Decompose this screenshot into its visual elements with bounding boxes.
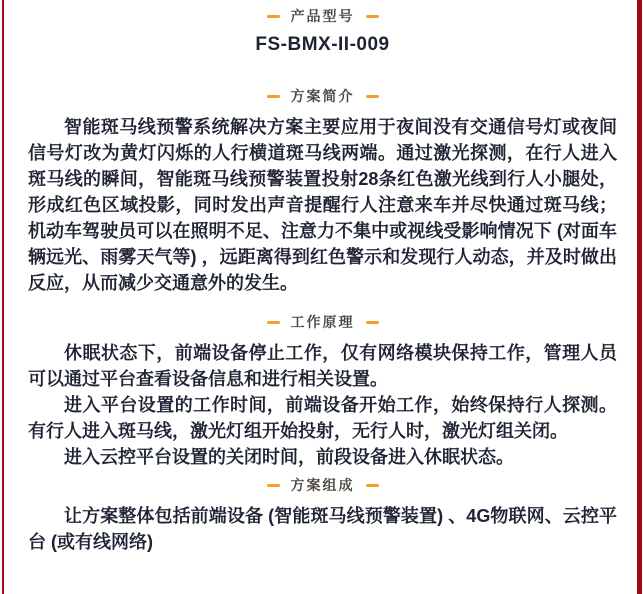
- dash-icon: [267, 95, 280, 98]
- paragraph: 进入平台设置的工作时间，前端设备开始工作，始终保持行人探测。有行人进入斑马线，激光灯组开始投射，无行人时，激光灯组关闭。: [28, 395, 617, 441]
- dash-icon: [366, 484, 379, 487]
- section-intro-body: [28, 114, 617, 296]
- section-principle-body: [28, 340, 617, 470]
- section-heading-product-model: [28, 6, 617, 26]
- section-heading-label: 方案简介: [290, 88, 355, 104]
- product-model-number: FS-BMX-II-009: [255, 34, 390, 55]
- section-heading-composition: [28, 475, 617, 495]
- dash-icon: [366, 95, 379, 98]
- section-heading-label: 工作原理: [290, 314, 355, 330]
- paragraph: 进入云控平台设置的关闭时间，前段设备进入休眠状态。: [64, 447, 514, 467]
- dash-icon: [366, 321, 379, 324]
- section-heading-intro: [28, 86, 617, 106]
- paragraph: 让方案整体包括前端设备 (智能斑马线预警装置) 、4G物联网、云控平台 (或有线网络): [28, 506, 617, 552]
- paragraph: 休眠状态下，前端设备停止工作，仅有网络模块保持工作，管理人员可以通过平台查看设备信息和进行相关设置。: [28, 343, 617, 389]
- section-heading-label: 产品型号: [290, 8, 355, 24]
- section-heading-label: 方案组成: [290, 477, 355, 493]
- dash-icon: [366, 15, 379, 18]
- dash-icon: [267, 484, 280, 487]
- section-heading-principle: [28, 312, 617, 332]
- dash-icon: [267, 15, 280, 18]
- paragraph: 智能斑马线预警系统解决方案主要应用于夜间没有交通信号灯或夜间信号灯改为黄灯闪烁的人行横道斑马线两端。通过激光探测，在行人进入斑马线的瞬间，智能斑马线预警装置投射28条红色激光线到行人小腿处，形成红色区域投影，同时发出声音提醒行人注意来车并尽快通过斑马线；机动车驾驶员可以在照明不足、注意力不集中或视线受影响情况下 (对面车辆远光、雨雾天气等) ，远距离得到红色警示和发现行人动态，并及时做出反应，从而减少交通意外的发生。: [28, 117, 617, 293]
- section-composition-body: [28, 503, 617, 555]
- dash-icon: [267, 321, 280, 324]
